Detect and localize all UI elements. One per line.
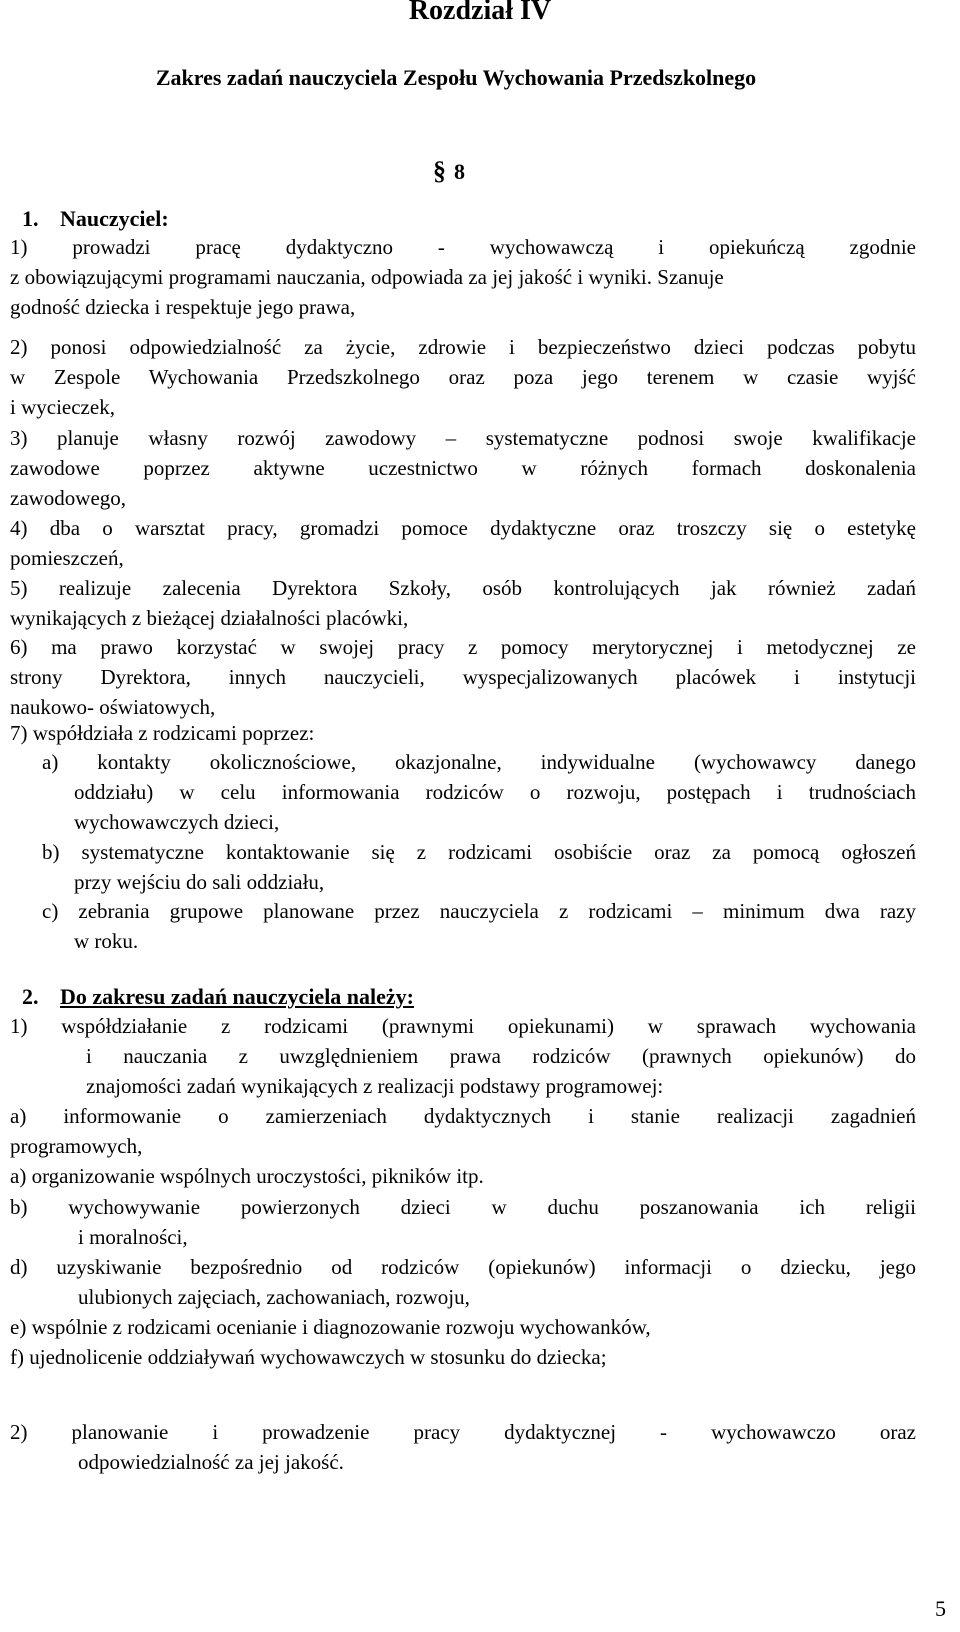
item-line: b) wychowywanie powierzonych dzieci w duchu poszanowania ich religii — [10, 1195, 916, 1219]
item-line: z obowiązującymi programami nauczania, odpowiada za jej jakość i wyniki. Szanuje — [10, 265, 724, 289]
part2-subitem-d — [10, 1252, 916, 1312]
part2-item-2 — [10, 1417, 916, 1477]
item-line: e) wspólnie z rodzicami ocenianie i diagnozowanie rozwoju wychowanków, — [10, 1315, 651, 1339]
part2-subitem-e — [10, 1312, 916, 1342]
item-line: wynikających z bieżącej działalności placówki, — [10, 606, 409, 630]
part1-item-2 — [10, 332, 916, 422]
item-line: 5) realizuje zalecenia Dyrektora Szkoły, osób kontrolujących jak również zadań — [10, 576, 916, 600]
item-line: pomieszczeń, — [10, 546, 124, 570]
item-line: 6) ma prawo korzystać w swojej pracy z pomocy merytorycznej i metodycznej ze — [10, 635, 916, 659]
item-line: a) informowanie o zamierzeniach dydaktycznych i stanie realizacji zagadnień — [10, 1104, 916, 1128]
chapter-subtitle: Zakres zadań nauczyciela Zespołu Wychowania Przedszkolnego — [155, 65, 757, 90]
item-line: ulubionych zajęciach, zachowaniach, rozwoju, — [78, 1285, 470, 1309]
item-line: a) kontakty okolicznościowe, okazjonalne, indywidualne (wychowawcy danego — [42, 750, 916, 774]
part2-subitem-a2 — [10, 1161, 916, 1191]
part2-title: Do zakresu zadań nauczyciela należy: — [60, 984, 415, 1009]
item-line: i wycieczek, — [10, 395, 115, 419]
item-line: przy wejściu do sali oddziału, — [74, 870, 325, 894]
item-line: 4) dba o warsztat pracy, gromadzi pomoce dydaktyczne oraz troszczy się o estetykę — [10, 516, 916, 540]
item-line: 7) współdziała z rodzicami poprzez: — [10, 721, 315, 745]
part1-item-7 — [10, 718, 916, 748]
part1-subitem-b — [42, 837, 916, 897]
part1-item-6 — [10, 632, 916, 722]
item-line: c) zebrania grupowe planowane przez nauczyciela z rodzicami – minimum dwa razy — [42, 899, 916, 923]
item-line: 3) planuje własny rozwój zawodowy – systematyczne podnosi swoje kwalifikacje — [10, 426, 916, 450]
part1-item-5 — [10, 573, 916, 633]
part1-item-1 — [10, 232, 916, 322]
item-line: w roku. — [74, 929, 139, 953]
section-heading — [433, 155, 465, 188]
item-line: a) organizowanie wspólnych uroczystości, pikników itp. — [10, 1164, 484, 1188]
item-line: znajomości zadań wynikających z realizacji podstawy programowej: — [86, 1074, 664, 1098]
item-line: zawodowego, — [10, 486, 127, 510]
part2-number: 2. — [22, 984, 39, 1009]
item-line: zawodowe poprzez aktywne uczestnictwo w różnych formach doskonalenia — [10, 456, 916, 480]
item-line: 2) ponosi odpowiedzialność za życie, zdrowie i bezpieczeństwo dzieci podczas pobytu — [10, 335, 916, 359]
part2-subitem-a1 — [10, 1101, 916, 1161]
part1-subitem-a — [42, 747, 916, 837]
item-line: w Zespole Wychowania Przedszkolnego oraz poza jego terenem w czasie wyjść — [10, 365, 916, 389]
part2-heading — [22, 982, 414, 1012]
item-line: oddziału) w celu informowania rodziców o rozwoju, postępach i trudnościach — [74, 780, 916, 804]
part1-item-3 — [10, 423, 916, 513]
item-line: d) uzyskiwanie bezpośrednio od rodziców (opiekunów) informacji o dziecku, jego — [10, 1255, 916, 1279]
item-line: 2) planowanie i prowadzenie pracy dydaktycznej - wychowawczo oraz — [10, 1420, 916, 1444]
item-line: i nauczania z uwzględnieniem prawa rodziców (prawnych opiekunów) do — [86, 1044, 916, 1068]
item-line: programowych, — [10, 1134, 143, 1158]
item-line: wychowawczych dzieci, — [74, 810, 280, 834]
item-line: odpowiedzialność za jej jakość. — [78, 1450, 344, 1474]
part2-subitem-f — [10, 1342, 916, 1372]
part1-subitem-c — [42, 896, 916, 956]
part2-item-1 — [10, 1011, 916, 1101]
item-line: 1) współdziałanie z rodzicami (prawnymi opiekunami) w sprawach wychowania — [10, 1014, 916, 1038]
item-line: strony Dyrektora, innych nauczycieli, wyspecjalizowanych placówek i instytucji — [10, 665, 916, 689]
item-line: b) systematyczne kontaktowanie się z rodzicami osobiście oraz za pomocą ogłoszeń — [42, 840, 916, 864]
section-number: 8 — [454, 159, 465, 184]
item-line: i moralności, — [78, 1225, 188, 1249]
chapter-title: Rozdział IV — [408, 0, 552, 26]
part2-subitem-b — [10, 1192, 916, 1252]
part1-number: 1. — [22, 206, 39, 231]
page-number: 5 — [935, 1596, 946, 1621]
part1-item-4 — [10, 513, 916, 573]
item-line: f) ujednolicenie oddziaływań wychowawczych w stosunku do dziecka; — [10, 1345, 607, 1369]
item-line: 1) prowadzi pracę dydaktyczno - wychowawczą i opiekuńczą zgodnie — [10, 235, 916, 259]
item-line: godność dziecka i respektuje jego prawa, — [10, 295, 356, 319]
part1-title: Nauczyciel: — [60, 206, 169, 231]
section-symbol: § — [433, 156, 446, 185]
part1-heading — [22, 204, 169, 234]
item-line: naukowo- oświatowych, — [10, 695, 216, 719]
